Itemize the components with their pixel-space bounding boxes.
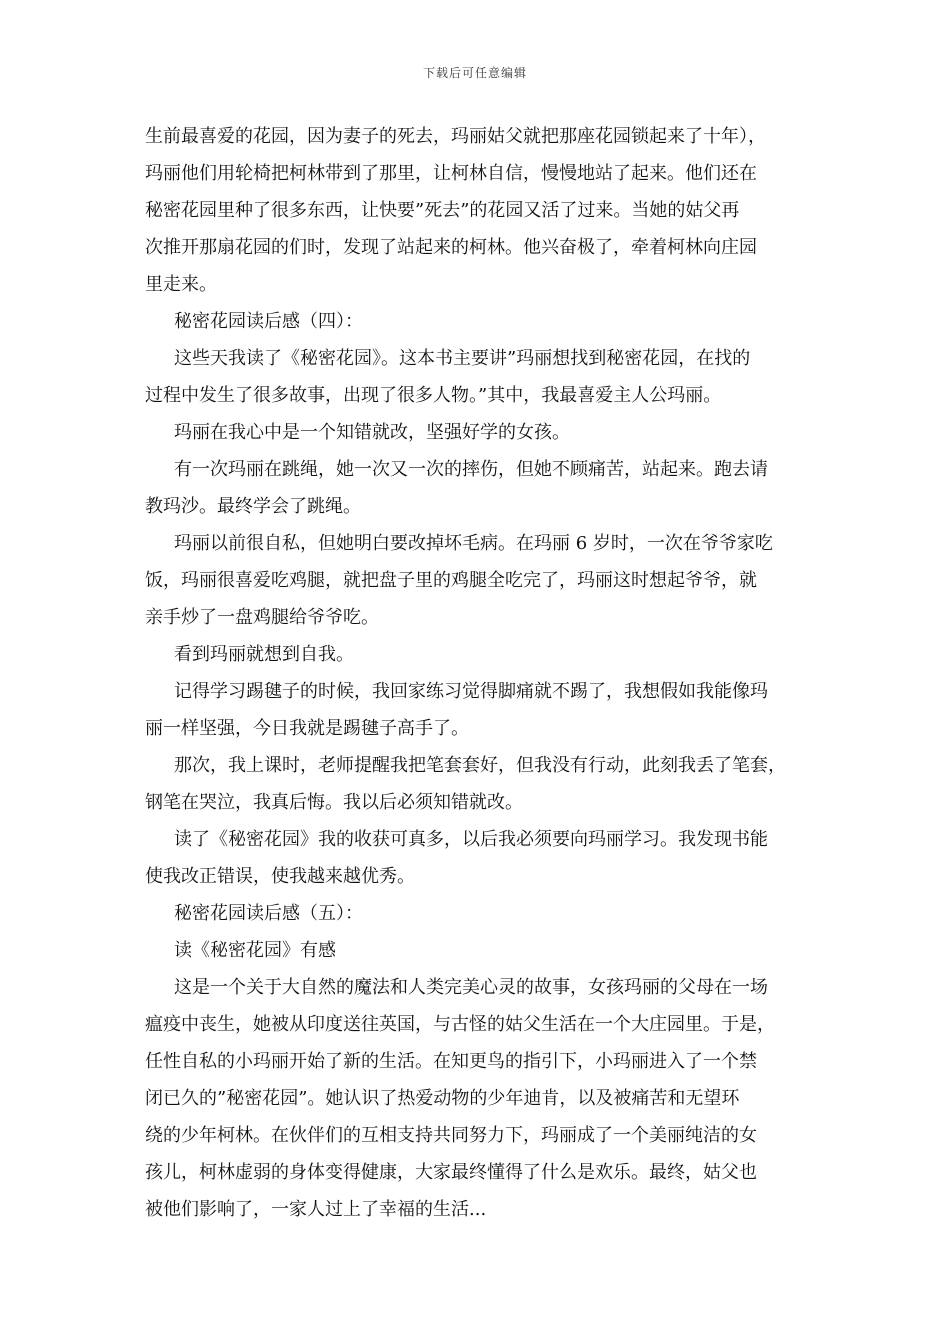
text-line: 绕的少年柯林。在伙伴们的互相支持共同努力下，玛丽成了一个美丽纯洁的女 [145, 1125, 757, 1146]
text-line: 饭，玛丽很喜爱吃鸡腿，就把盘子里的鸡腿全吃完了，玛丽这时想起爷爷，就 [145, 570, 757, 591]
text-line: 闭已久的”秘密花园”。她认识了热爱动物的少年迪肯，以及被痛苦和无望环 [145, 1088, 740, 1109]
text-line: 看到玛丽就想到自我。 [174, 644, 354, 665]
section-heading: 秘密花园读后感（四）： [174, 311, 363, 332]
section-heading: 秘密花园读后感（五）： [174, 903, 363, 924]
text-line: 里走来。 [145, 274, 217, 295]
text-line: 亲手炒了一盘鸡腿给爷爷吃。 [145, 607, 379, 628]
text-line: 过程中发生了很多故事，出现了很多人物。”其中，我最喜爱主人公玛丽。 [145, 385, 722, 406]
text-line: 孩儿，柯林虚弱的身体变得健康，大家最终懂得了什么是欢乐。最终，姑父也 [145, 1162, 757, 1183]
text-line: 有一次玛丽在跳绳，她一次又一次的摔伤，但她不顾痛苦，站起来。跑去请 [174, 459, 768, 480]
text-line: 生前最喜爱的花园，因为妻子的死去，玛丽姑父就把那座花园锁起来了十年）， [145, 126, 766, 147]
text-line: 被他们影响了，一家人过上了幸福的生活... [145, 1199, 487, 1220]
text-line: 丽一样坚强，今日我就是踢毽子高手了。 [145, 718, 469, 739]
text-line: 教玛沙。最终学会了跳绳。 [145, 496, 361, 517]
text-line: 秘密花园里种了很多东西，让快要”死去”的花园又活了过来。当她的姑父再 [145, 200, 740, 221]
essay-title: 读《秘密花园》有感 [174, 940, 336, 961]
text-line: 这是一个关于大自然的魔法和人类完美心灵的故事，女孩玛丽的父母在一场 [174, 977, 768, 998]
text-line: 任性自私的小玛丽开始了新的生活。在知更鸟的指引下，小玛丽进入了一个禁 [145, 1051, 757, 1072]
text-line: 瘟疫中丧生，她被从印度送往英国，与古怪的姑父生活在一个大庄园里。于是， [145, 1014, 775, 1035]
text-line: 读了《秘密花园》我的收获可真多，以后我必须要向玛丽学习。我发现书能 [174, 829, 768, 850]
text-line: 次推开那扇花园的们时，发现了站起来的柯林。他兴奋极了，牵着柯林向庄园 [145, 237, 757, 258]
text-line: 那次，我上课时，老师提醒我把笔套套好，但我没有行动，此刻我丢了笔套， [174, 755, 786, 776]
text-line: 玛丽以前很自私，但她明白要改掉坏毛病。在玛丽 6 岁时，一次在爷爷家吃 [174, 533, 773, 554]
text-line: 玛丽在我心中是一个知错就改，坚强好学的女孩。 [174, 422, 570, 443]
page-header: 下载后可任意编辑 [422, 66, 527, 80]
text-line: 玛丽他们用轮椅把柯林带到了那里，让柯林自信，慢慢地站了起来。他们还在 [145, 163, 757, 184]
text-line: 钢笔在哭泣，我真后悔。我以后必须知错就改。 [145, 792, 523, 813]
text-line: 这些天我读了《秘密花园》。这本书主要讲”玛丽想找到秘密花园，在找的 [174, 348, 751, 369]
text-line: 记得学习踢毽子的时候，我回家练习觉得脚痛就不踢了，我想假如我能像玛 [174, 681, 768, 702]
text-line: 使我改正错误，使我越来越优秀。 [145, 866, 415, 887]
document-body [145, 118, 807, 1228]
